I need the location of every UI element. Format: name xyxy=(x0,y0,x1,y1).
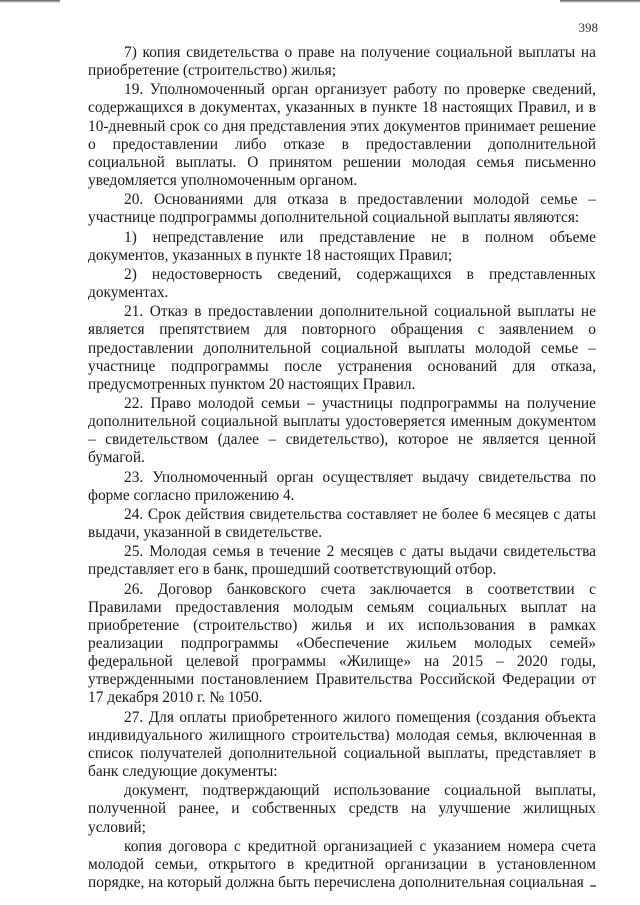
paragraph-21: 21. Отказ в предоставлении дополнительной социальной выплаты не является препятствием для повторного обращения с заявлением о предоставлении дополнительной социальной выплаты молодой семье – участнице подпрограммы после устранения оснований для отказа, предусмотренных пунктом 20 настоящих Правил. xyxy=(88,303,596,393)
paragraph-22: 22. Право молодой семьи – участницы подпрограммы на получение дополнительной социальной выплаты удостоверяется именным документом – свидетельством (далее – свидетельство), которое не является ценной бумагой. xyxy=(88,394,596,467)
scan-edge-right xyxy=(560,0,640,3)
paragraph-27-doc-1: документ, подтверждающий использование социальной выплаты, полученной ранее, и собственных средств на улучшение жилищных условий; xyxy=(88,782,596,836)
paragraph-20-item-1: 1) непредставление или представление не в полном объеме документов, указанных в пункте 18 настоящих Правил; xyxy=(88,228,596,264)
document-body xyxy=(88,44,596,893)
paragraph-20-item-2: 2) недостоверность сведений, содержащихся в представленных документах. xyxy=(88,265,596,302)
paragraph-25: 25. Молодая семья в течение 2 месяцев с даты выдачи свидетельства представляет его в банк, прошедший соответствующий отбор. xyxy=(88,543,596,579)
paragraph-24: 24. Срок действия свидетельства составляет не более 6 месяцев с даты выдачи, указанной в свидетельстве. xyxy=(88,505,596,542)
paragraph-19: 19. Уполномоченный орган организует работу по проверке сведений, содержащихся в документах, указанных в пункте 18 настоящих Правил, и в 10-дневный срок со дня представления этих документов принимает решение о предоставлении либо отказе в предоставлении дополнительной социальной выплаты. О принятом решении молодая семья письменно уведомляется уполномоченным органом. xyxy=(88,81,596,190)
paragraph-23: 23. Уполномоченный орган осуществляет выдачу свидетельства по форме согласно приложению 4. xyxy=(88,468,596,504)
paragraph-20: 20. Основаниями для отказа в предоставлении молодой семье – участнице подпрограммы дополнительной социальной выплаты являются: xyxy=(88,191,596,227)
paragraph-26: 26. Договор банковского счета заключается в соответствии с Правилами предоставления молодым семьям социальных выплат на приобретение (строительство) жилья и их использования в рамках реализации подпрограммы «Обеспечение жильем молодых семей» федеральной целевой программы «Жилище» на 2015 – 2020 годы, утвержденными постановлением Правительства Российской Федерации от 17 декабря 2010 г. № 1050. xyxy=(88,580,596,707)
paragraph-27: 27. Для оплаты приобретенного жилого помещения (создания объекта индивидуального жилищного строительства) молодая семья, включенная в список получателей дополнительной социальной выплаты, представляет в банк следующие документы: xyxy=(88,708,596,781)
paragraph-item-7: 7) копия свидетельства о праве на получение социальной выплаты на приобретение (строительство) жилья; xyxy=(88,44,596,80)
paragraph-27-doc-2: копия договора с кредитной организацией с указанием номера счета молодой семьи, открытого в кредитной организации в установленном порядке, на который должна быть перечислена дополнительная социальная xyxy=(88,837,596,892)
scan-edge-left xyxy=(0,0,60,3)
scan-artifact-mark xyxy=(590,885,596,887)
page-number: 398 xyxy=(578,20,598,35)
